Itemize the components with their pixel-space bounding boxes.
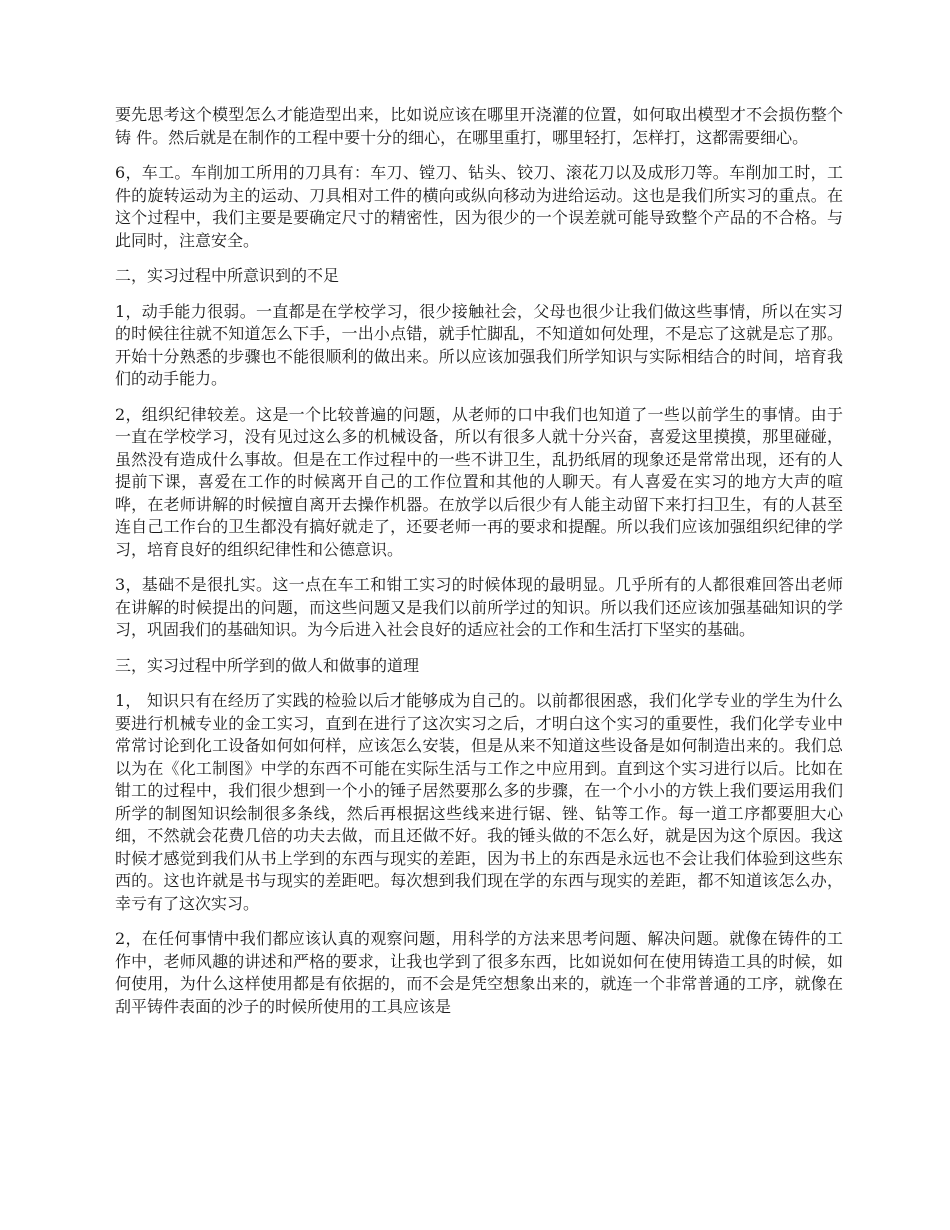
section-heading-shortcomings: 二，实习过程中所意识到的不足 — [115, 266, 340, 285]
paragraph-practice-knowledge: 1， 知识只有在经历了实践的检验以后才能够成为自己的。以前都很困惑，我们化学专业的学生为什么要进行机械专业的金工实习，直到在进行了这次实习之后，才明白这个实习的重要性，我们化学专业中常常讨论到化工设备如何如何样，应该怎么安装，但是从来不知道这些设备是如何制造出来的。我们总以为在《化工制图》中学的东西不可能在实际生活与工作之中应用到。直到这个实习进行以后。比如在钳工的过程中，我们很少想到一个小的锤子居然要那么多的步骤，在一个小小的方铁上我们要运用我们所学的制图知识绘制很多条线，然后再根据这些线来进行锯、锉、钻等工作。每一道工序都要胆大心细，不然就会花费几倍的功夫去做，而且还做不好。我的锤头做的不怎么好，就是因为这个原因。我这时候才感觉到我们从书上学到的东西与现实的差距，因为书上的东西是永远也不会让我们体验到这些东西的。这也许就是书与现实的差距吧。每次想到我们现在学的东西与现实的差距，都不知道该怎么办，幸亏有了这次实习。 — [115, 691, 843, 913]
paragraph-discipline: 2，组织纪律较差。这是一个比较普遍的问题，从老师的口中我们也知道了一些以前学生的事情。由于一直在学校学习，没有见过这么多的机械设备，所以有很多人就十分兴奋，喜爱这里摸摸，那里碰碰，虽然没有造成什么事故。但是在工作过程中的一些不讲卫生，乱扔纸屑的现象还是常常出现，还有的人提前下课，喜爱在工作的时候离开自己的工作位置和其他的人聊天。有人喜爱在实习的地方大声的喧哗，在老师讲解的时候擅自离开去操作机器。在放学以后很少有人能主动留下来打扫卫生，有的人甚至连自己工作台的卫生都没有搞好就走了，还要老师一再的要求和提醒。所以我们应该加强组织纪律的学习，培育良好的组织纪律性和公德意识。 — [115, 404, 843, 559]
document-page — [115, 104, 843, 1031]
paragraph-casting-continued: 要先思考这个模型怎么才能造型出来，比如说应该在哪里开浇灌的位置，如何取出模型才不会损伤整个铸 件。然后就是在制作的工程中要十分的细心，在哪里重打，哪里轻打，怎样打，这都需要细心。 — [115, 105, 843, 147]
paragraph-turning: 6，车工。车削加工所用的刀具有：车刀、镗刀、钻头、铰刀、滚花刀以及成形刀等。车削加工时，工件的旋转运动为主的运动、刀具相对工件的横向或纵向移动为进给运动。这也是我们所实习的重点。在这个过程中，我们主要是要确定尺寸的精密性，因为很少的一个误差就可能导致整个产品的不合格。与此同时，注意安全。 — [115, 163, 843, 250]
paragraph-scientific-method: 2，在任何事情中我们都应该认真的观察问题，用科学的方法来思考问题、解决问题。就像在铸件的工作中，老师风趣的讲述和严格的要求，让我也学到了很多东西，比如说如何在使用铸造工具的时候，如何使用，为什么这样使用都是有依据的，而不会是凭空想象出来的，就连一个非常普通的工序，就像在刮平铸件表面的沙子的时候所使用的工具应该是 — [115, 929, 843, 1016]
paragraph-hands-on-ability: 1，动手能力很弱。一直都是在学校学习，很少接触社会，父母也很少让我们做这些事情，所以在实习的时候往往就不知道怎么下手，一出小点错，就手忙脚乱，不知道如何处理，不是忘了这就是忘了那。开始十分熟悉的步骤也不能很顺利的做出来。所以应该加强我们所学知识与实际相结合的时间，培育我们的动手能力。 — [115, 301, 843, 388]
paragraph-fundamentals: 3，基础不是很扎实。这一点在车工和钳工实习的时候体现的最明显。几乎所有的人都很难回答出老师在讲解的时候提出的问题，而这些问题又是我们以前所学过的知识。所以我们还应该加强基础知识的学习，巩固我们的基础知识。为今后进入社会良好的适应社会的工作和生活打下坚实的基础。 — [115, 575, 843, 639]
section-heading-lessons: 三，实习过程中所学到的做人和做事的道理 — [115, 655, 420, 675]
